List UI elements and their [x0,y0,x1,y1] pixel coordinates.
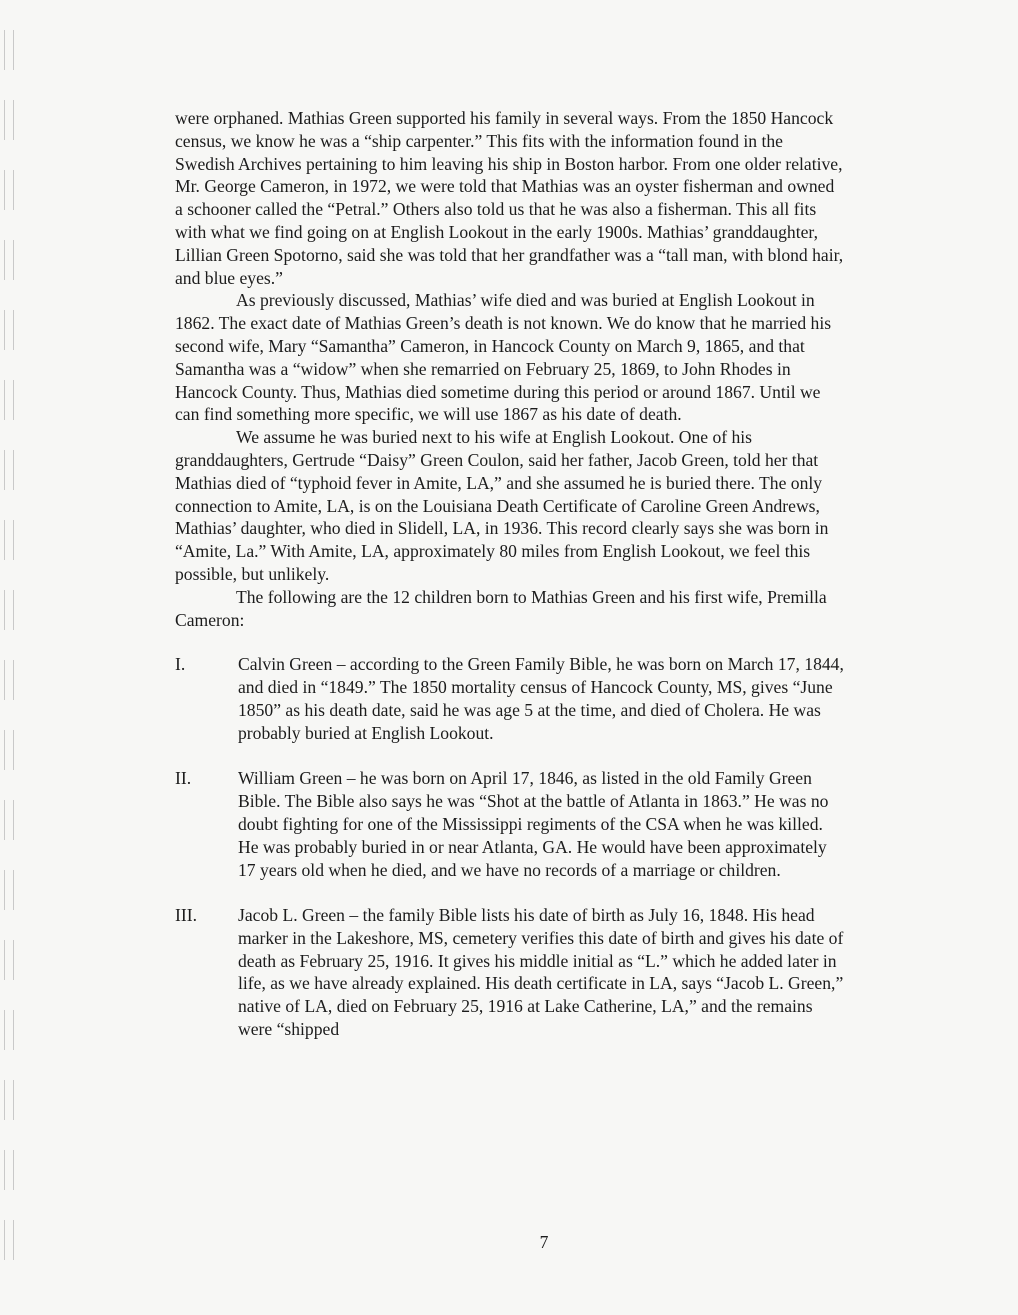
children-list [175,653,845,1041]
binder-mark [4,100,14,140]
binder-mark [4,730,14,770]
page-number: 7 [539,1232,549,1252]
binder-mark [4,450,14,490]
list-numeral: III. [175,905,197,926]
paragraph-children-intro: The following are the 12 children born to Mathias Green and his first wife, Premilla Cameron: [175,586,827,630]
binder-mark [4,660,14,700]
paragraph-burial: We assume he was buried next to his wife at English Lookout. One of his granddaughters, Gertrude “Daisy” Green Coulon, said her father, Jacob Green, told her that Mathias died of “typhoid fever in Amite, LA,” and she assumed he is buried there. The only connection to Amite, LA, is on the Louisiana Death Certificate of Caroline Green Andrews, Mathias’ daughter, who died in Slidell, LA, in 1936. This record clearly says she was born in “Amite, La.” With Amite, LA, approximately 80 miles from English Lookout, we feel this possible, but unlikely. [175,427,829,584]
binder-mark [4,870,14,910]
binder-mark [4,380,14,420]
binder-marks [4,30,18,1290]
binder-mark [4,520,14,560]
binder-mark [4,1010,14,1050]
binder-mark [4,940,14,980]
list-item [175,904,845,1041]
list-numeral: II. [175,768,192,789]
binder-mark [4,170,14,210]
binder-mark [4,1150,14,1190]
binder-mark [4,800,14,840]
binder-mark [4,30,14,70]
list-item-text: Jacob L. Green – the family Bible lists his date of birth as July 16, 1848. His head marker in the Lakeshore, MS, cemetery verifies this date of birth and gives his date of death as February 25, 1916. It gives his middle initial as “L.” which he added later in life, as we have already explained. His death certificate in LA, says “Jacob L. Green,” native of LA, died on February 25, 1916 at Lake Catherine, LA,” and the remains were “shipped [238,905,844,1040]
paragraph-death-date: As previously discussed, Mathias’ wife died and was buried at English Lookout in 1862. The exact date of Mathias Green’s death is not known. We do know that he married his second wife, Mary “Samantha” Cameron, in Hancock County on March 9, 1865, and that Samantha was a “widow” when she remarried on February 25, 1869, to John Rhodes in Hancock County. Thus, Mathias died sometime during this period or around 1867. Until we can find something more specific, we will use 1867 as his date of death. [175,290,832,425]
paragraph-orphaned: were orphaned. Mathias Green supported his family in several ways. From the 1850 Hancock census, we know he was a “ship carpenter.” This fits with the information found in the Swedish Archives pertaining to him leaving his ship in Boston harbor. From one older relative, Mr. George Cameron, in 1972, we were told that Mathias was an oyster fisherman and owned a schooner called the “Petral.” Others also told us that he was also a fisherman. This all fits with what we find going on at English Lookout in the early 1900s. Mathias’ granddaughter, Lillian Green Spotorno, said she was told that her grandfather was a “tall man, with blond hair, and blue eyes.” [175,108,844,288]
binder-mark [4,240,14,280]
list-item [175,653,845,744]
list-item [175,767,845,881]
list-item-text: William Green – he was born on April 17, 1846, as listed in the old Family Green Bible. The Bible also says he was “Shot at the battle of Atlanta in 1863.” He was no doubt fighting for one of the Mississippi regiments of the CSA when he was killed. He was probably buried in or near Atlanta, GA. He would have been approximately 17 years old when he died, and we have no records of a marriage or children. [238,768,829,880]
binder-mark [4,1080,14,1120]
list-item-text: Calvin Green – according to the Green Family Bible, he was born on March 17, 1844, and died in “1849.” The 1850 mortality census of Hancock County, MS, gives “June 1850” as his death date, said he was age 5 at the time, and died of Cholera. He was probably buried at English Lookout. [238,654,844,743]
binder-mark [4,310,14,350]
binder-mark [4,590,14,630]
page-body [175,107,845,1041]
list-numeral: I. [175,654,186,675]
